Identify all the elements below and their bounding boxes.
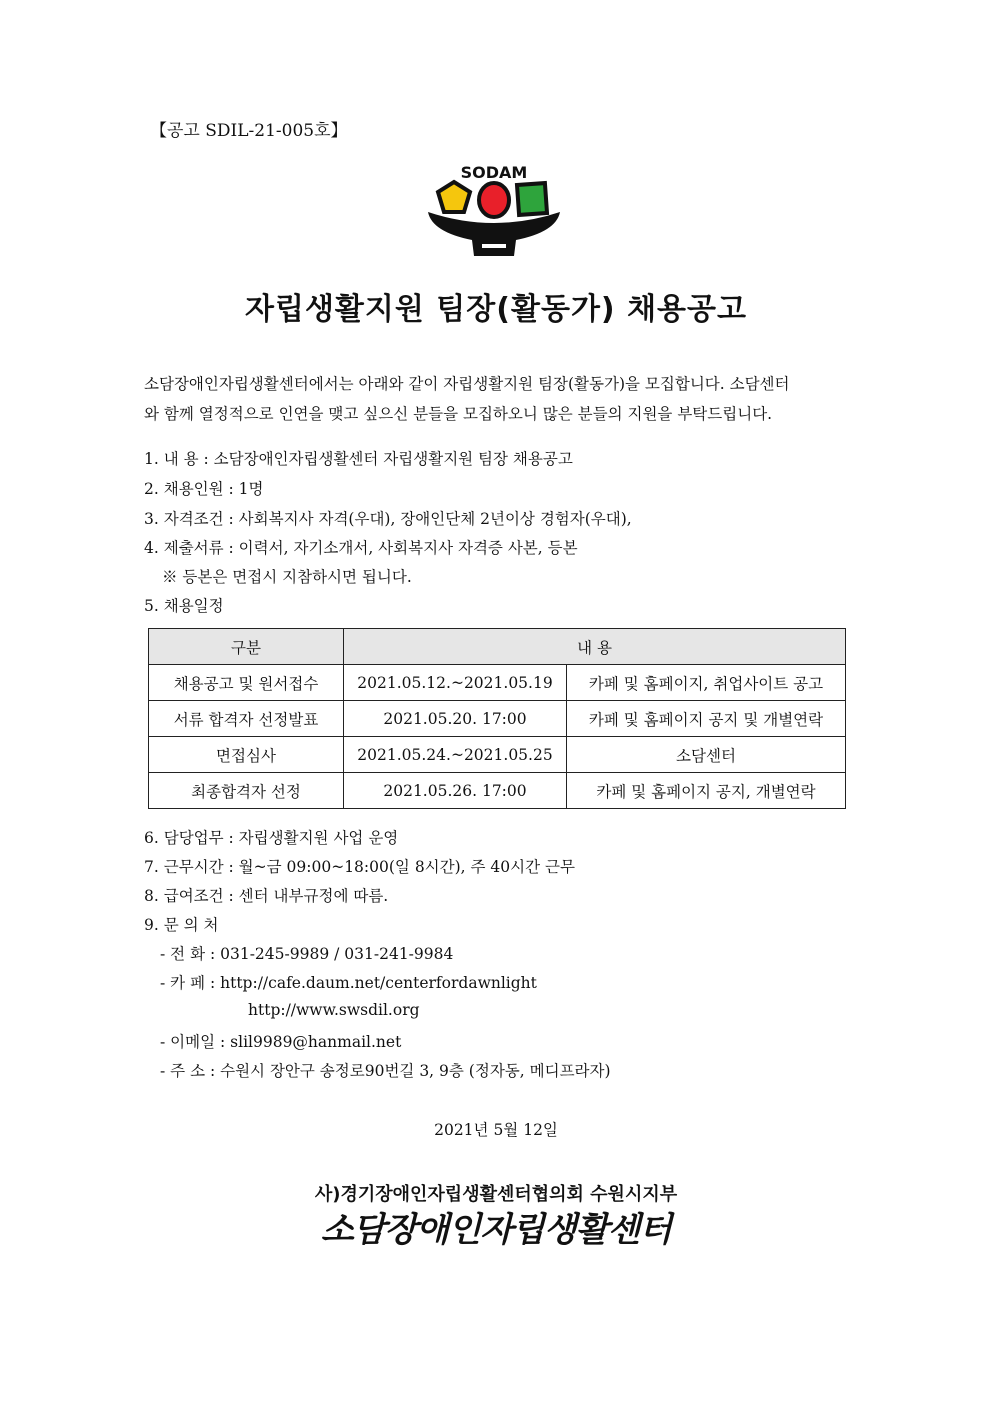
table-row [149,701,846,737]
contact-phone: - 전 화 : 031-245-9989 / 031-241-9984 [160,945,454,963]
row-note: 카페 및 홈페이지, 취업사이트 공고 [567,665,846,701]
item-inquiry: 9. 문 의 처 [144,916,219,934]
row-date: 2021.05.12.~2021.05.19 [344,665,567,701]
row-date: 2021.05.26. 17:00 [344,773,567,809]
item-qualification: 3. 자격조건 : 사회복지사 자격(우대), 장애인단체 2년이상 경험자(우대), [144,510,632,528]
contact-address: - 주 소 : 수원시 장안구 송정로90번길 3, 9층 (정자동, 메디프라자) [160,1062,611,1080]
schedule-table [148,628,846,809]
documents-note: ※ 등본은 면접시 지참하시면 됩니다. [162,568,412,586]
table-row [149,737,846,773]
logo-text: SODAM [460,163,528,182]
item-documents: 4. 제출서류 : 이력서, 자기소개서, 사회복지사 자격증 사본, 등본 [144,539,578,557]
row-division: 최종합격자 선정 [149,773,344,809]
logo-pentagon [438,182,470,212]
contact-cafe[interactable]: - 카 페 : http://cafe.daum.net/centerfordawnlight [160,974,537,992]
row-date: 2021.05.20. 17:00 [344,701,567,737]
intro-line-2: 와 함께 열정적으로 인연을 맺고 싶으신 분들을 모집하오니 많은 분들의 지원을 부탁드립니다. [144,405,773,423]
organization-name: 사)경기장애인자립생활센터협의회 수원시지부 [314,1184,678,1205]
sodam-logo [424,160,564,260]
intro-line-1: 소담장애인자립생활센터에서는 아래와 같이 자립생활지원 팀장(활동가)을 모집합니다. 소담센터 [144,375,790,393]
row-division: 면접심사 [149,737,344,773]
row-date: 2021.05.24.~2021.05.25 [344,737,567,773]
item-duties: 6. 담당업무 : 자립생활지원 사업 운영 [144,829,399,847]
item-schedule: 5. 채용일정 [144,597,224,615]
header-division: 구분 [149,629,344,665]
logo-circle [479,183,509,217]
row-division: 서류 합격자 선정발표 [149,701,344,737]
center-name-signature: 소담장애인자립생활센터 [320,1210,672,1250]
item-hours: 7. 근무시간 : 월~금 09:00~18:00(일 8시간), 주 40시간 근무 [144,858,575,876]
row-division: 채용공고 및 원서접수 [149,665,344,701]
table-header-row [149,629,846,665]
notice-number: 【공고 SDIL-21-005호】 [150,121,348,141]
row-note: 카페 및 홈페이지 공지 및 개별연락 [567,701,846,737]
table-row [149,773,846,809]
row-note: 소담센터 [567,737,846,773]
row-note: 카페 및 홈페이지 공지, 개별연락 [567,773,846,809]
contact-homepage[interactable]: http://www.swsdil.org [248,1001,420,1019]
item-salary: 8. 급여조건 : 센터 내부규정에 따름. [144,887,389,905]
header-content: 내 용 [344,629,846,665]
item-headcount: 2. 채용인원 : 1명 [144,480,264,498]
logo-square [517,183,547,215]
page-title: 자립생활지원 팀장(활동가) 채용공고 [244,292,747,327]
table-row [149,665,846,701]
notice-date: 2021년 5월 12일 [434,1121,558,1139]
item-content: 1. 내 용 : 소담장애인자립생활센터 자립생활지원 팀장 채용공고 [144,450,573,468]
contact-email[interactable]: - 이메일 : slil9989@hanmail.net [160,1033,402,1051]
